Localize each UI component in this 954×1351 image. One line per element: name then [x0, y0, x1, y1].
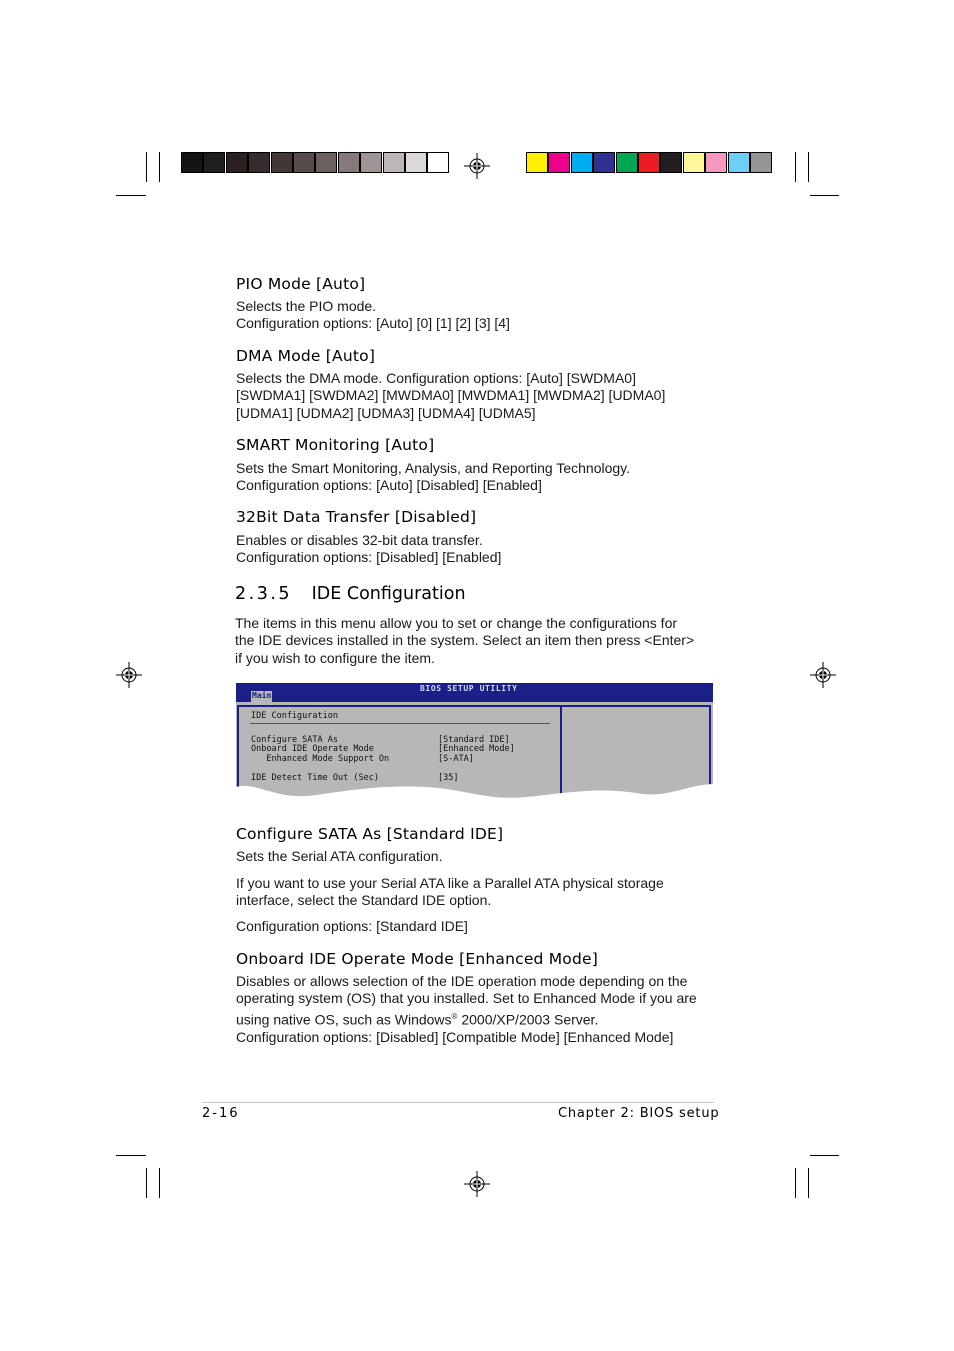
- ide-intro-line: the IDE devices installed in the system. Select an item then press <Enter>: [235, 632, 695, 649]
- color-swatch: [181, 152, 203, 173]
- color-swatch: [271, 152, 293, 173]
- bios-row-value[interactable]: [Standard IDE]: [438, 735, 510, 745]
- bios-row-label[interactable]: Onboard IDE Operate Mode: [251, 744, 374, 754]
- color-swatch: [571, 152, 593, 173]
- color-swatch: [750, 152, 772, 173]
- color-swatch: [638, 152, 660, 173]
- footer-rule: [202, 1102, 714, 1103]
- pio-mode-heading: PIO Mode [Auto]: [236, 275, 366, 293]
- cmyk-color-bar: [526, 152, 772, 173]
- registration-mark-icon: [810, 662, 836, 688]
- bios-row-label[interactable]: IDE Detect Time Out (Sec): [251, 773, 379, 783]
- color-swatch: [293, 152, 315, 173]
- 32bit-transfer-line: Enables or disables 32-bit data transfer.: [236, 532, 483, 548]
- color-swatch: [705, 152, 727, 173]
- dma-mode-line: [UDMA1] [UDMA2] [UDMA3] [UDMA4] [UDMA5]: [236, 404, 536, 421]
- bios-screenshot: [236, 683, 713, 805]
- onboard-ide-line-part: 2000/XP/2003 Server.: [457, 1011, 599, 1028]
- 32bit-transfer-text: [236, 532, 501, 567]
- onboard-ide-line: Configuration options: [Disabled] [Compatible Mode] [Enhanced Mode]: [236, 1028, 674, 1045]
- gray-color-bar: [181, 152, 427, 173]
- torn-edge: [236, 683, 713, 805]
- color-swatch: [226, 152, 248, 173]
- color-swatch: [660, 152, 682, 173]
- bios-row-label[interactable]: Configure SATA As: [251, 735, 338, 745]
- onboard-ide-heading: Onboard IDE Operate Mode [Enhanced Mode]: [236, 950, 598, 968]
- registration-mark-icon: [464, 1171, 490, 1197]
- color-swatch: [548, 152, 570, 173]
- registered-mark: ®: [451, 1011, 458, 1021]
- configure-sata-desc: Sets the Serial ATA configuration.: [236, 848, 443, 864]
- color-swatch: [405, 152, 427, 173]
- dma-mode-heading: DMA Mode [Auto]: [236, 347, 376, 365]
- color-swatch: [203, 152, 225, 173]
- onboard-ide-line: operating system (OS) that you installed. Set to Enhanced Mode if you are: [236, 990, 697, 1007]
- dma-mode-line: Selects the DMA mode. Configuration options: [Auto] [SWDMA0]: [236, 370, 636, 386]
- onboard-ide-line: Disables or allows selection of the IDE operation mode depending on the: [236, 973, 688, 989]
- bios-row-label[interactable]: Enhanced Mode Support On: [251, 754, 390, 764]
- configure-sata-heading: Configure SATA As [Standard IDE]: [236, 825, 504, 843]
- registration-mark-icon: [464, 153, 490, 179]
- color-swatch: [360, 152, 382, 173]
- color-swatch: [248, 152, 270, 173]
- section-heading: [235, 584, 466, 604]
- smart-monitoring-text: [236, 460, 630, 495]
- bios-title: BIOS SETUP UTILITY: [420, 684, 518, 693]
- onboard-ide-line-part: using native OS, such as Windows: [236, 1011, 452, 1028]
- configure-sata-line: interface, select the Standard IDE option.: [236, 892, 492, 909]
- section-title: IDE Configuration: [311, 584, 466, 604]
- pio-mode-line: Selects the PIO mode.: [236, 298, 377, 314]
- ide-intro-line: The items in this menu allow you to set or change the configurations for: [235, 615, 678, 631]
- ide-intro-text: [235, 615, 694, 667]
- configure-sata-line: If you want to use your Serial ATA like a Parallel ATA physical storage: [236, 875, 664, 891]
- color-swatch: [338, 152, 360, 173]
- onboard-ide-line: [236, 1008, 697, 1029]
- smart-monitoring-heading: SMART Monitoring [Auto]: [236, 436, 435, 454]
- dma-mode-text: [236, 370, 665, 422]
- bios-panel-title: IDE Configuration: [251, 711, 338, 721]
- pio-mode-text: [236, 298, 510, 333]
- color-swatch: [683, 152, 705, 173]
- configure-sata-options: Configuration options: [Standard IDE]: [236, 918, 468, 934]
- color-swatch: [593, 152, 615, 173]
- color-swatch: [383, 152, 405, 173]
- smart-monitoring-line: Sets the Smart Monitoring, Analysis, and Reporting Technology.: [236, 460, 631, 476]
- configure-sata-text: [236, 875, 664, 910]
- color-swatch: [616, 152, 638, 173]
- page-number: 2-16: [202, 1106, 240, 1121]
- bios-tab-main[interactable]: Main: [252, 691, 272, 700]
- onboard-ide-text: [236, 973, 697, 1046]
- pio-mode-line: Configuration options: [Auto] [0] [1] [2] [3] [4]: [236, 315, 510, 332]
- ide-intro-line: if you wish to configure the item.: [235, 649, 435, 666]
- chapter-title: Chapter 2: BIOS setup: [558, 1106, 720, 1121]
- 32bit-transfer-line: Configuration options: [Disabled] [Enabled]: [236, 549, 502, 566]
- color-swatch: [728, 152, 750, 173]
- section-number: 2.3.5: [235, 584, 293, 604]
- bios-row-value[interactable]: [Enhanced Mode]: [438, 744, 515, 754]
- dma-mode-line: [SWDMA1] [SWDMA2] [MWDMA0] [MWDMA1] [MWDMA2] [UDMA0]: [236, 387, 666, 404]
- color-swatch: [427, 152, 449, 173]
- color-swatch: [526, 152, 548, 173]
- color-swatch: [315, 152, 337, 173]
- smart-monitoring-line: Configuration options: [Auto] [Disabled] [Enabled]: [236, 477, 542, 494]
- bios-row-value[interactable]: [35]: [438, 773, 459, 783]
- bios-row-value[interactable]: [S-ATA]: [438, 754, 474, 764]
- registration-mark-icon: [116, 662, 142, 688]
- 32bit-transfer-heading: 32Bit Data Transfer [Disabled]: [236, 508, 477, 526]
